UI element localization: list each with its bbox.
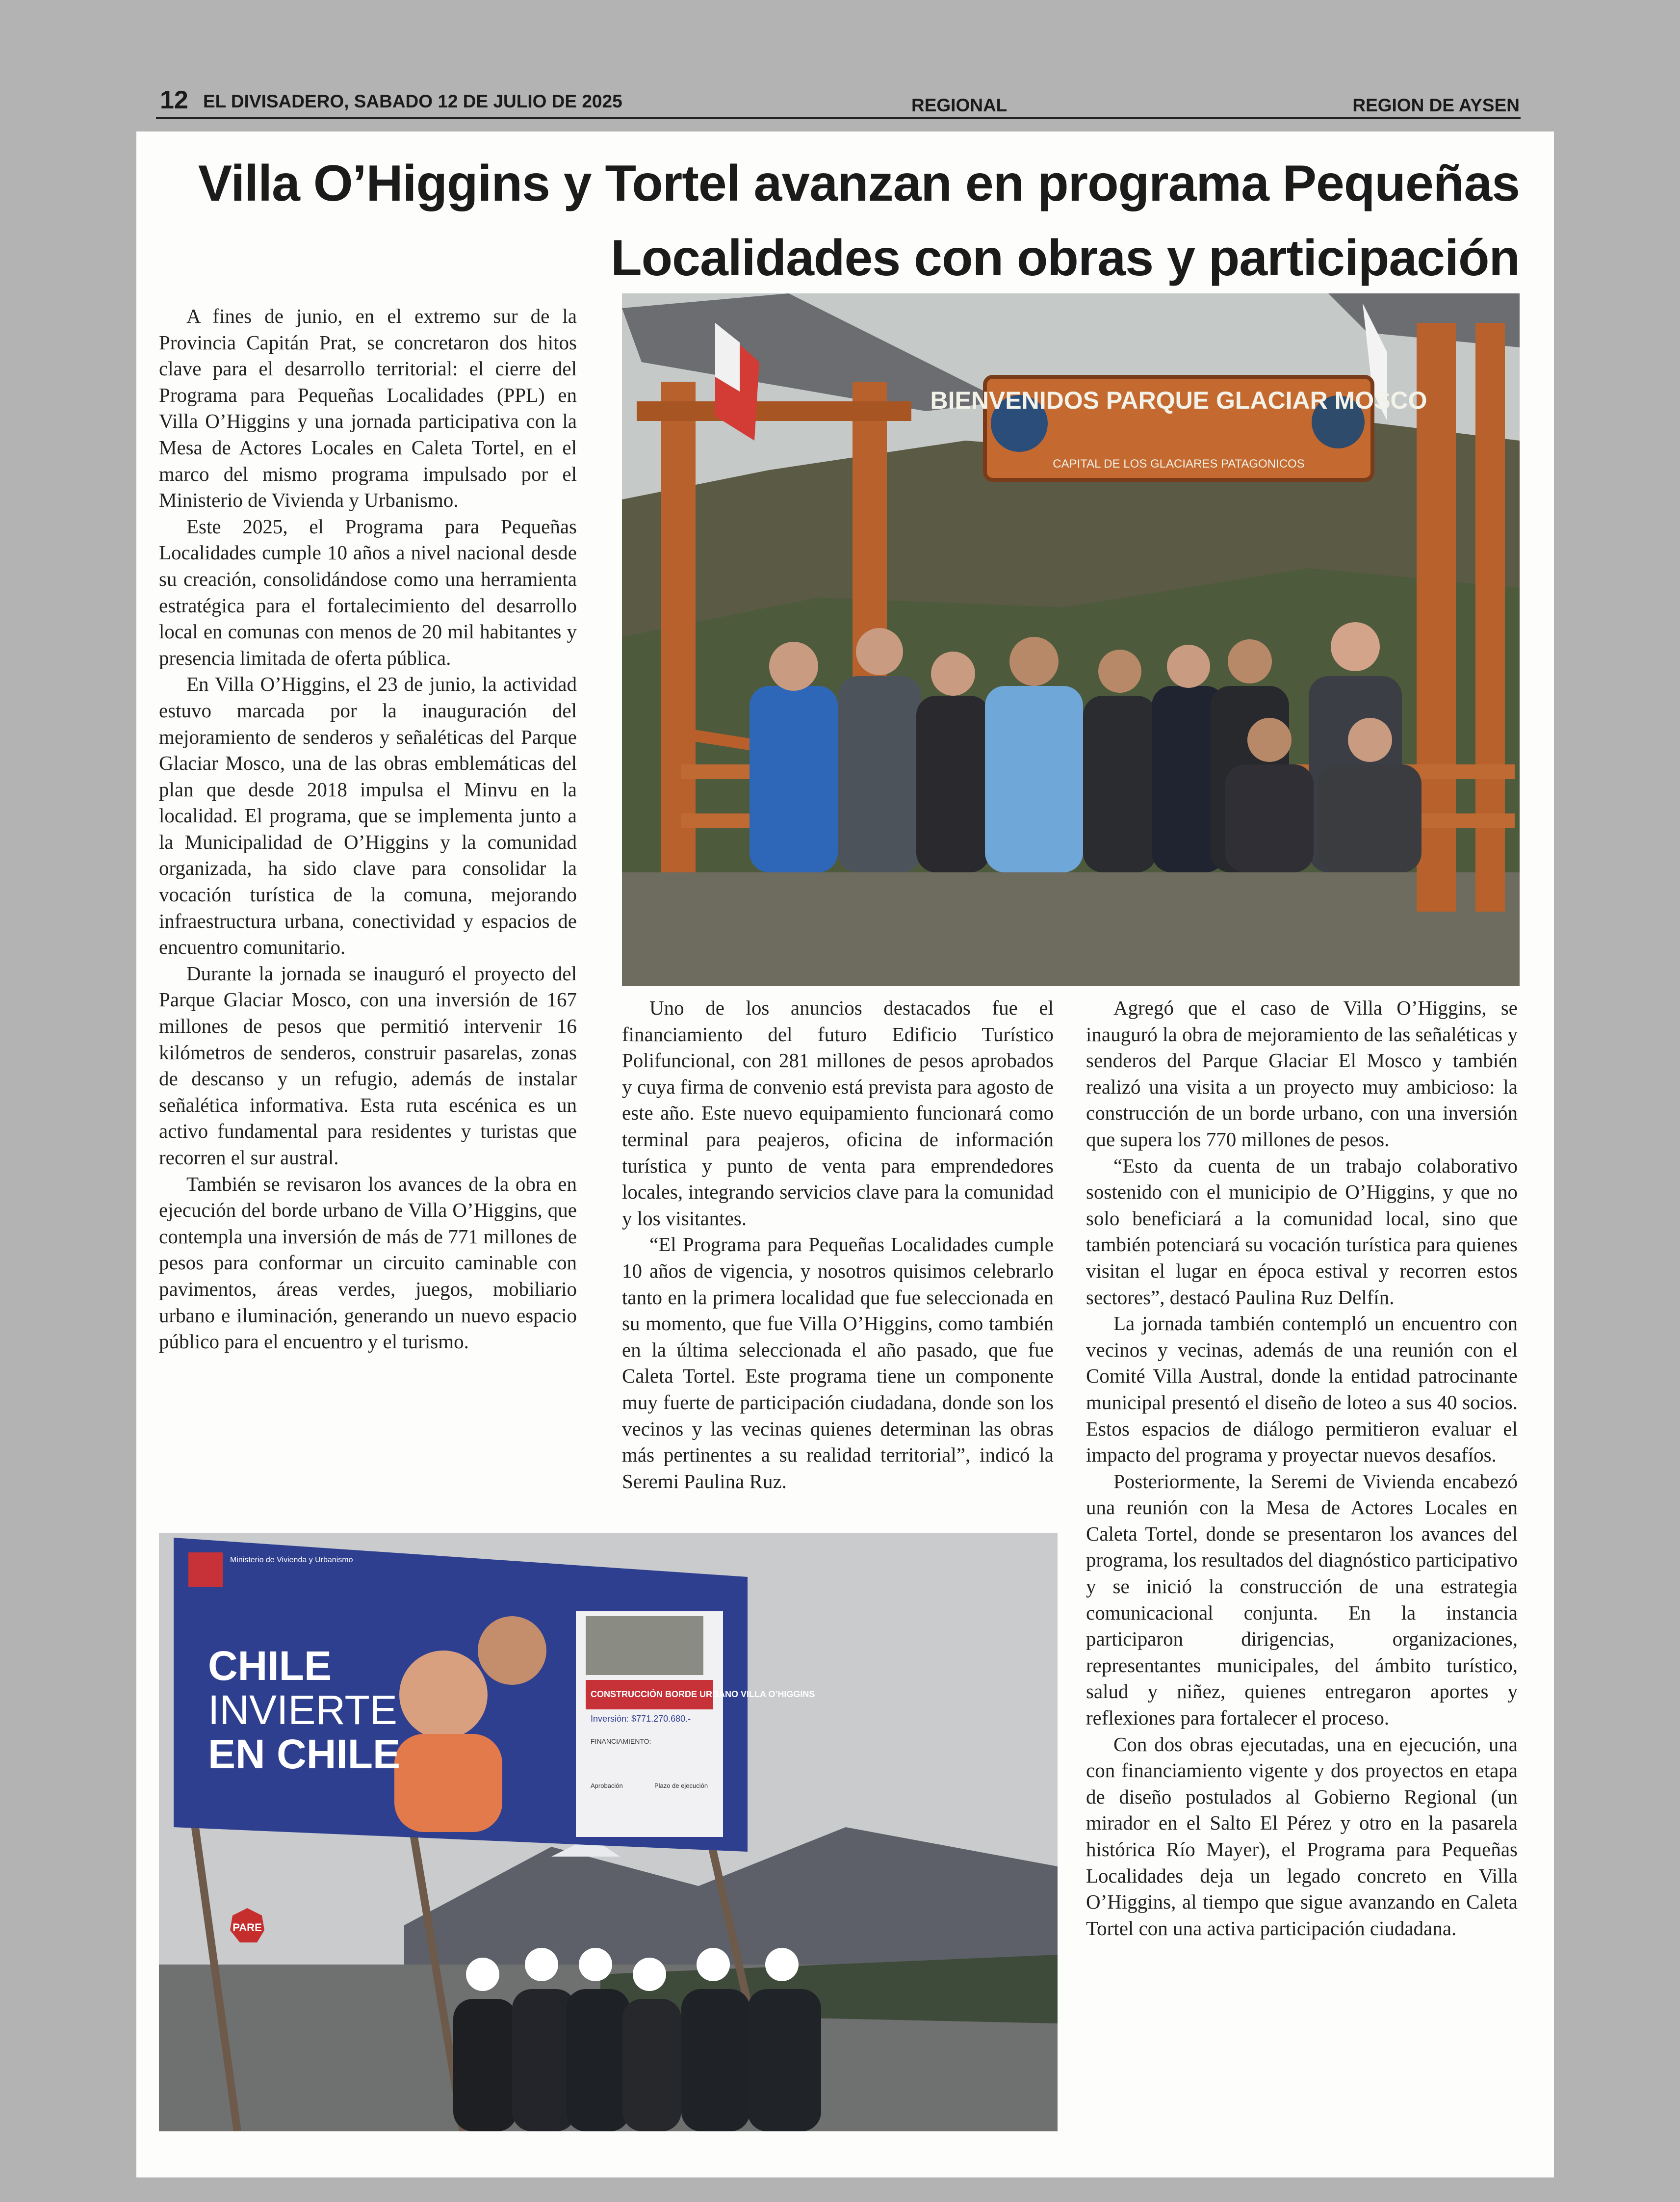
sign-title-text: BIENVENIDOS PARQUE GLACIAR MOSCO: [930, 387, 1427, 414]
billboard-ministry-text: Ministerio de Vivienda y Urbanismo: [230, 1556, 353, 1564]
sign-bottom-text: CAPITAL DE LOS GLACIARES PATAGONICOS: [1053, 457, 1305, 471]
article-paragraph: “Esto da cuenta de un trabajo colaborativo sostenido con el municipio de O’Higgins, y que no solo beneficiará a la comunidad local, sino que también potenciará su vocación turística para quienes visitan el lugar en época estival y recorren estos sectores”, destacó Paulina Ruz Delfín.: [1086, 1154, 1518, 1309]
billboard-financing-text: FINANCIAMIENTO:: [591, 1737, 651, 1745]
billboard-illustration: [159, 1533, 1058, 2131]
billboard-line3-text: EN CHILE: [208, 1731, 401, 1777]
article-paragraph: La jornada también contempló un encuentro con vecinos y vecinas, además de una reunión con el Comité Villa Austral, donde la entidad patrocinante municipal presentó el diseño de loteo a sus 40 socios. Estos espacios de diálogo permitieron evaluar el impacto del programa y proyectar nuevos desafíos.: [1086, 1312, 1518, 1467]
region-label: REGION DE AYSEN: [1352, 95, 1520, 115]
article-column-2: [622, 995, 1054, 1494]
article-paragraph: En Villa O’Higgins, el 23 de junio, la actividad estuvo marcada por la inauguración del mejoramiento de senderos y señaléticas del Parque Glaciar Mosco, una de las obras emblemáticas del plan que desde 2018 impulsa el Minvu en la localidad. El programa, que se implementa junto a la Municipalidad de O’Higgins y la comunidad organizada, ha sido clave para consolidar la vocación turística de la comuna, mejorando infraestructura urbana, conectividad y espacios de encuentro comunitario.: [159, 673, 577, 959]
newspaper-dateline: EL DIVISADERO, SABADO 12 DE JULIO DE 2025: [203, 91, 622, 111]
article-column-1: [159, 303, 577, 1355]
park-entrance-illustration: [622, 293, 1520, 986]
article-paragraph: Con dos obras ejecutadas, una en ejecución, una con financiamiento vigente y dos proyectos en etapa de diseño postulados al Gobierno Regional (un mirador en el Salto El Pérez y otro en la pasarela histórica Río Mayer), el Programa para Pequeñas Localidades deja un legado concreto en Villa O’Higgins, al tiempo que sigue avanzando en Caleta Tortel con una activa participación ciudadana.: [1086, 1732, 1518, 1940]
article-paragraph: Uno de los anuncios destacados fue el financiamiento del futuro Edificio Turístico Polifuncional, con 281 millones de pesos aprobados y cuya firma de convenio está prevista para agosto de este año. Este nuevo equipamiento funcionará como terminal para peajeros, oficina de información turística y punto de venta para emprendedores locales, integrando servicios clave para la comunidad y los visitantes.: [622, 996, 1054, 1230]
article-title: Villa O’Higgins y Tortel avanzan en programa Pequeñas Localidades con obras y participación: [198, 155, 1520, 287]
section-label: REGIONAL: [911, 95, 1008, 115]
article-paragraph: Agregó que el caso de Villa O’Higgins, se inauguró la obra de mejoramiento de las señaléticas y senderos del Parque Glaciar El Mosco y también realizó una visita a un proyecto muy ambicioso: la construcción de un borde urbano, con una inversión que supera los 770 millones de pesos.: [1086, 996, 1518, 1151]
page-header: [156, 82, 1521, 119]
article-page: [136, 131, 1554, 2177]
article-paragraph: Durante la jornada se inauguró el proyecto del Parque Glaciar Mosco, con una inversión de 167 millones de pesos que permitió intervenir 16 kilómetros de senderos, construir pasarelas, zonas de descanso y un refugio, además de instalar señalética informativa. Esta ruta escénica es un activo fundamental para residentes y turistas que recorren el sur austral.: [159, 962, 577, 1169]
billboard-line2-text: INVIERTE: [208, 1687, 397, 1733]
billboard-date-text: Plazo de ejecución: [654, 1782, 708, 1789]
article-paragraph: Posteriormente, la Seremi de Vivienda encabezó una reunión con la Mesa de Actores Locales en Caleta Tortel, donde se presentaron los avances del programa, los resultados del diagnóstico participativo y se inició la construcción de una estrategia comunicacional conjunta. En la instancia participaron dirigencias, organizaciones, representantes municipales, del ámbito turístico, salud y niñez, quienes entregaron aportes y reflexiones para fortalecer el proceso.: [1086, 1469, 1518, 1730]
stop-sign-text: PARE: [233, 1921, 262, 1934]
billboard-investment-text: Inversión: $771.270.680.-: [591, 1714, 691, 1724]
billboard-photo: [159, 1533, 1058, 2131]
article-paragraph: Este 2025, el Programa para Pequeñas Localidades cumple 10 años a nivel nacional desde su creación, consolidándose como una herramienta estratégica para el fortalecimiento del desarrollo local en comunas con menos de 20 mil habitantes y presencia limitada de oferta pública.: [159, 515, 577, 669]
article-paragraph: También se revisaron los avances de la obra en ejecución del borde urbano de Villa O’Higgins, que contempla una inversión de más de 771 millones de pesos para conformar un circuito caminable con pavimentos, áreas verdes, juegos, mobiliario urbano e iluminación, generando un nuevo espacio público para el encuentro y el turismo.: [159, 1172, 577, 1353]
article-paragraph: “El Programa para Pequeñas Localidades cumple 10 años de vigencia, y nosotros quisimos celebrarlo tanto en la primera localidad que fue seleccionada en su momento, que fue Villa O’Higgins, como también en la última seleccionada el año pasado, que fue Caleta Tortel. Este programa tiene un componente muy fuerte de participación ciudadana, donde son los vecinos y las vecinas quienes determinan las obras más pertinentes a su realidad territorial”, indicó la Seremi Paulina Ruz.: [622, 1233, 1054, 1493]
park-entrance-photo: [622, 293, 1520, 986]
billboard-line1-text: CHILE: [208, 1643, 332, 1689]
billboard-status-text: Aprobación: [591, 1782, 623, 1789]
article-column-3: [1086, 995, 1518, 1941]
article-paragraph: A fines de junio, en el extremo sur de la Provincia Capitán Prat, se concretaron dos hitos clave para el desarrollo territorial: el cierre del Programa para Pequeñas Localidades (PPL) en Villa O’Higgins y una jornada participativa con la Mesa de Actores Locales en Caleta Tortel, en el marco del mismo programa impulsado por el Ministerio de Vivienda y Urbanismo.: [159, 305, 577, 512]
page-number: 12: [160, 86, 188, 114]
billboard-project-text: CONSTRUCCIÓN BORDE URBANO VILLA O’HIGGINS: [591, 1689, 815, 1699]
